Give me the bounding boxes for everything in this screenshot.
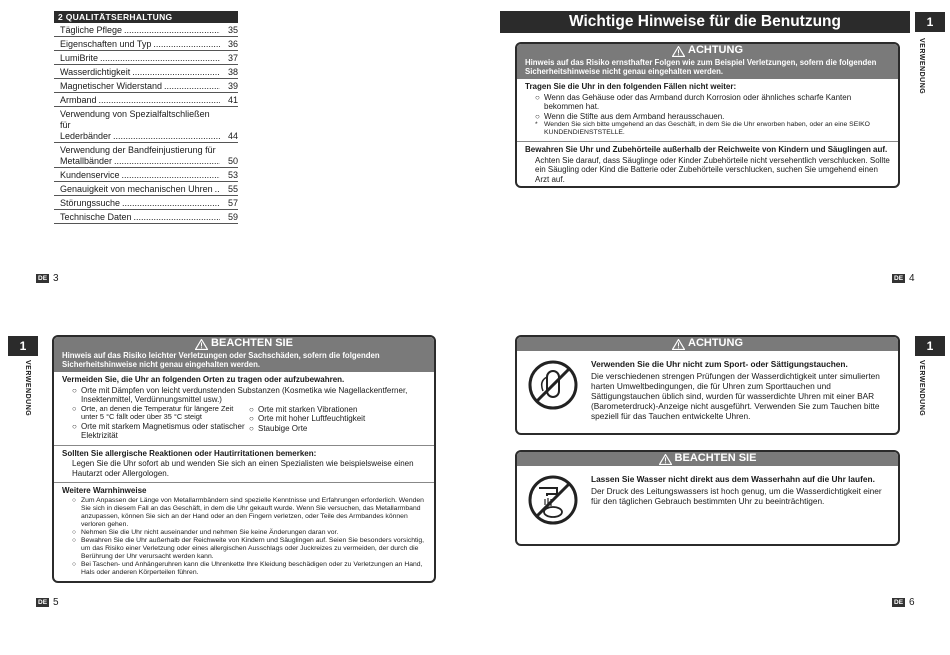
circle-bullet-icon: ○: [72, 385, 77, 395]
toc-item-title: Eigenschaften und Typ .....: [60, 39, 220, 50]
box-heading: BEACHTEN SIE: [674, 452, 757, 465]
section-title: Sollten Sie allergische Reaktionen oder Hautirritationen bemerken:: [62, 448, 317, 458]
box-subheading: Hinweis auf das Risiko leichter Verletzungen oder Sachschäden, sofern die folgenden Sicherheitshinweise nicht genau eingehalten werden.: [62, 351, 380, 369]
section-title: Weitere Warnhinweise: [62, 486, 147, 495]
section-title: Tragen Sie die Uhr in den folgenden Fällen nicht weiter:: [525, 82, 737, 91]
toc-item-page: 57: [227, 197, 238, 208]
warning-box-achtung: [515, 42, 900, 188]
bullet-text: Staubige Orte: [258, 423, 308, 433]
circle-bullet-icon: ○: [72, 403, 77, 413]
toc-item-title: Tägliche Pflege .....: [60, 25, 220, 36]
table-of-contents: [54, 11, 238, 224]
box-heading: BEACHTEN SIE: [211, 337, 293, 350]
no-diving-icon: [527, 359, 579, 411]
toc-item-title: LumiBrite .....: [60, 53, 220, 64]
circle-bullet-icon: ○: [249, 423, 254, 433]
toc-heading: 2 QUALITÄTSERHALTUNG: [54, 11, 238, 23]
box-title: Lassen Sie Wasser nicht direkt aus dem Wasserhahn auf die Uhr laufen.: [591, 474, 875, 484]
toc-item[interactable]: [54, 65, 238, 79]
toc-item[interactable]: [54, 196, 238, 210]
warning-triangle-icon: [195, 339, 208, 350]
page-title: Wichtige Hinweise für die Benutzung: [500, 11, 910, 33]
warning-box-beachten: [52, 335, 436, 583]
page-number: 3: [53, 273, 59, 284]
page-number-4: [892, 273, 915, 284]
box-title: Verwenden Sie die Uhr nicht zum Sport- oder Sättigungstauchen.: [591, 359, 848, 369]
circle-bullet-icon: ○: [72, 560, 77, 568]
warning-box-beachten-water: [515, 450, 900, 546]
circle-bullet-icon: ○: [72, 496, 77, 504]
toc-item[interactable]: [54, 93, 238, 107]
toc-item[interactable]: [54, 210, 238, 224]
bullet-text: Orte mit starken Vibrationen: [258, 404, 358, 414]
circle-bullet-icon: ○: [72, 528, 77, 536]
toc-item-title: Kundenservice .....: [60, 170, 220, 181]
bullet-text: Zum Anpassen der Länge von Metallarmbändern sind spezielle Kenntnisse und Erfahrungen erforderlich. Wenden Sie sich in diesem Fall an das Geschäft, in dem die Uhr gekauft wurde. Wenn Sie versuchen, das Metallarmband anzupassen, können Sie sich an der Hand oder an den Fingern verletzen, oder Teile des Armbandes können verloren gehen.: [81, 496, 424, 528]
toc-item-page: 44: [227, 130, 238, 141]
toc-list: [54, 23, 238, 224]
language-badge: DE: [38, 275, 48, 282]
section-text: Achten Sie darauf, dass Säuglinge oder Kinder Zubehörteile nicht versehentlich verschlucken. Sollte ein Säugling oder Kind die Batterie oder Zubehörteile verschlucken, suchen Sie umgehend einen Arzt auf.: [535, 155, 890, 184]
section-text: Legen Sie die Uhr sofort ab und wenden Sie sich an einen Spezialisten wie beispielsweise einen Hautarzt oder Allergologen.: [72, 459, 414, 478]
warning-triangle-icon: [672, 339, 685, 350]
box-subheading: Hinweis auf das Risiko ernsthafter Folgen wie zum Beispiel Verletzungen, sofern die folgenden Sicherheitshinweise nicht genau eingehalten werden.: [525, 58, 877, 76]
bullet-text: Orte mit hoher Luftfeuchtigkeit: [258, 414, 366, 423]
toc-item[interactable]: [54, 23, 238, 37]
section-tab-label: VERWENDUNG: [24, 360, 31, 417]
circle-bullet-icon: ○: [72, 421, 77, 431]
language-badge: DE: [894, 275, 904, 282]
language-badge: DE: [38, 599, 48, 606]
bullet-text: Orte mit Dämpfen von leicht verdunstenden Substanzen (Kosmetika wie Nagellackentferner, Insektenmittel, Verdünnungsmittel usw.): [81, 385, 408, 404]
page-number: 6: [909, 597, 915, 608]
section-title: Vermeiden Sie, die Uhr an folgenden Orten zu tragen oder aufzubewahren.: [62, 375, 345, 384]
circle-bullet-icon: ○: [249, 414, 254, 423]
toc-item-page: 53: [227, 169, 238, 180]
bullet-text: Bewahren Sie die Uhr außerhalb der Reichweite von Kindern und Säuglingen auf. Seien Sie besonders vorsichtig, um das Risiko einer Verletzung oder eines allergischen Ausschlags oder Juckreizes zu vermeiden, der durch die Berührung der Uhr verursacht werden kann.: [81, 536, 425, 560]
section-tab-number: 1: [915, 12, 945, 32]
circle-bullet-icon: ○: [249, 404, 254, 414]
box-heading: ACHTUNG: [688, 44, 743, 57]
circle-bullet-icon: ○: [535, 111, 540, 121]
section-tab-label: VERWENDUNG: [918, 38, 925, 95]
circle-bullet-icon: ○: [72, 536, 77, 544]
toc-item-page: 55: [227, 183, 238, 194]
toc-item-title: Technische Daten .....: [60, 212, 220, 223]
toc-item[interactable]: [54, 37, 238, 51]
warning-triangle-icon: [672, 46, 685, 57]
toc-item-page: 36: [227, 38, 238, 49]
toc-item-page: 38: [227, 66, 238, 77]
toc-item-page: 39: [227, 80, 238, 91]
note-text: Wenden Sie sich bitte umgehend an das Geschäft, in dem Sie die Uhr erworben haben, oder an eine SEIKO KUNDENDIENSTSTELLE.: [544, 121, 870, 136]
toc-item[interactable]: [54, 143, 238, 168]
box-text: Der Druck des Leitungswassers ist hoch genug, um die Wasserdichtigkeit einer für den täglichen Gebrauch bestimmten Uhr zu beeinträchtigen.: [591, 486, 882, 506]
toc-item-title: Verwendung der Bandfeinjustierung für Metallbänder .....: [60, 145, 220, 167]
toc-item-title: Verwendung von Spezialfaltschließen für Lederbänder .....: [60, 109, 220, 142]
no-tap-water-icon: [527, 474, 579, 526]
warning-triangle-icon: [659, 454, 672, 465]
toc-item-title: Wasserdichtigkeit .....: [60, 67, 220, 78]
section-title: Bewahren Sie Uhr und Zubehörteile außerhalb der Reichweite von Kindern und Säuglingen auf.: [525, 145, 888, 154]
bullet-text: Nehmen Sie die Uhr nicht auseinander und nehmen Sie keine Änderungen daran vor.: [81, 528, 339, 536]
page-number-6: [892, 597, 915, 608]
page-number: 5: [53, 597, 59, 608]
page-number: 4: [909, 273, 915, 284]
bullet-text: Wenn das Gehäuse oder das Armband durch Korrosion oder ähnliches scharfe Kanten bekommen hat.: [544, 92, 852, 111]
bullet-text: Orte, an denen die Temperatur für längere Zeit unter 5 °C fällt oder über 35 °C steigt: [81, 403, 234, 421]
toc-item-title: Genauigkeit von mechanischen Uhren .....: [60, 184, 220, 195]
language-badge: DE: [894, 599, 904, 606]
toc-item-page: 41: [227, 94, 238, 105]
toc-item[interactable]: [54, 79, 238, 93]
section-tab-label: VERWENDUNG: [918, 360, 925, 417]
warning-box-achtung-diving: [515, 335, 900, 435]
toc-item-title: Magnetischer Widerstand .....: [60, 81, 220, 92]
section-tab-number: 1: [915, 336, 945, 356]
page-number-5: [36, 597, 59, 608]
asterisk-icon: *: [535, 121, 538, 128]
toc-item[interactable]: [54, 168, 238, 182]
section-tab-number: 1: [8, 336, 38, 356]
toc-item-page: 37: [227, 52, 238, 63]
toc-item-page: 59: [227, 211, 238, 222]
box-heading: ACHTUNG: [688, 337, 743, 350]
toc-item[interactable]: [54, 51, 238, 65]
toc-item[interactable]: [54, 107, 238, 143]
bullet-text: Wenn die Stifte aus dem Armband herausschauen.: [544, 111, 725, 121]
bullet-text: Orte mit starkem Magnetismus oder statischer Elektrizität: [81, 421, 245, 440]
circle-bullet-icon: ○: [535, 92, 540, 102]
toc-item-title: Armband .....: [60, 95, 220, 106]
page-number-3: [36, 273, 59, 284]
bullet-text: Bei Taschen- und Anhängeruhren kann die Uhrenkette Ihre Kleidung beschädigen oder zu Verletzungen an Hand, Hals oder anderen Körperteilen führen.: [81, 560, 423, 576]
toc-item-page: 50: [227, 155, 238, 166]
toc-item-title: Störungssuche .....: [60, 198, 220, 209]
toc-item-page: 35: [227, 24, 238, 35]
toc-item[interactable]: [54, 182, 238, 196]
box-text: Die verschiedenen strengen Prüfungen der Wasserdichtigkeit unter simulierten harten Umweltbedingungen, die für Uhren zum Sporttauchen und Sättigungstauchen üblich sind, wurden für wasserdichte Uhren mit einer BAR (Barometerdruck)-Anzeige nicht ausgeführt. Verwenden Sie zum Tauchen bitte speziell für das Tauchen entwickelte Uhren.: [591, 371, 880, 421]
